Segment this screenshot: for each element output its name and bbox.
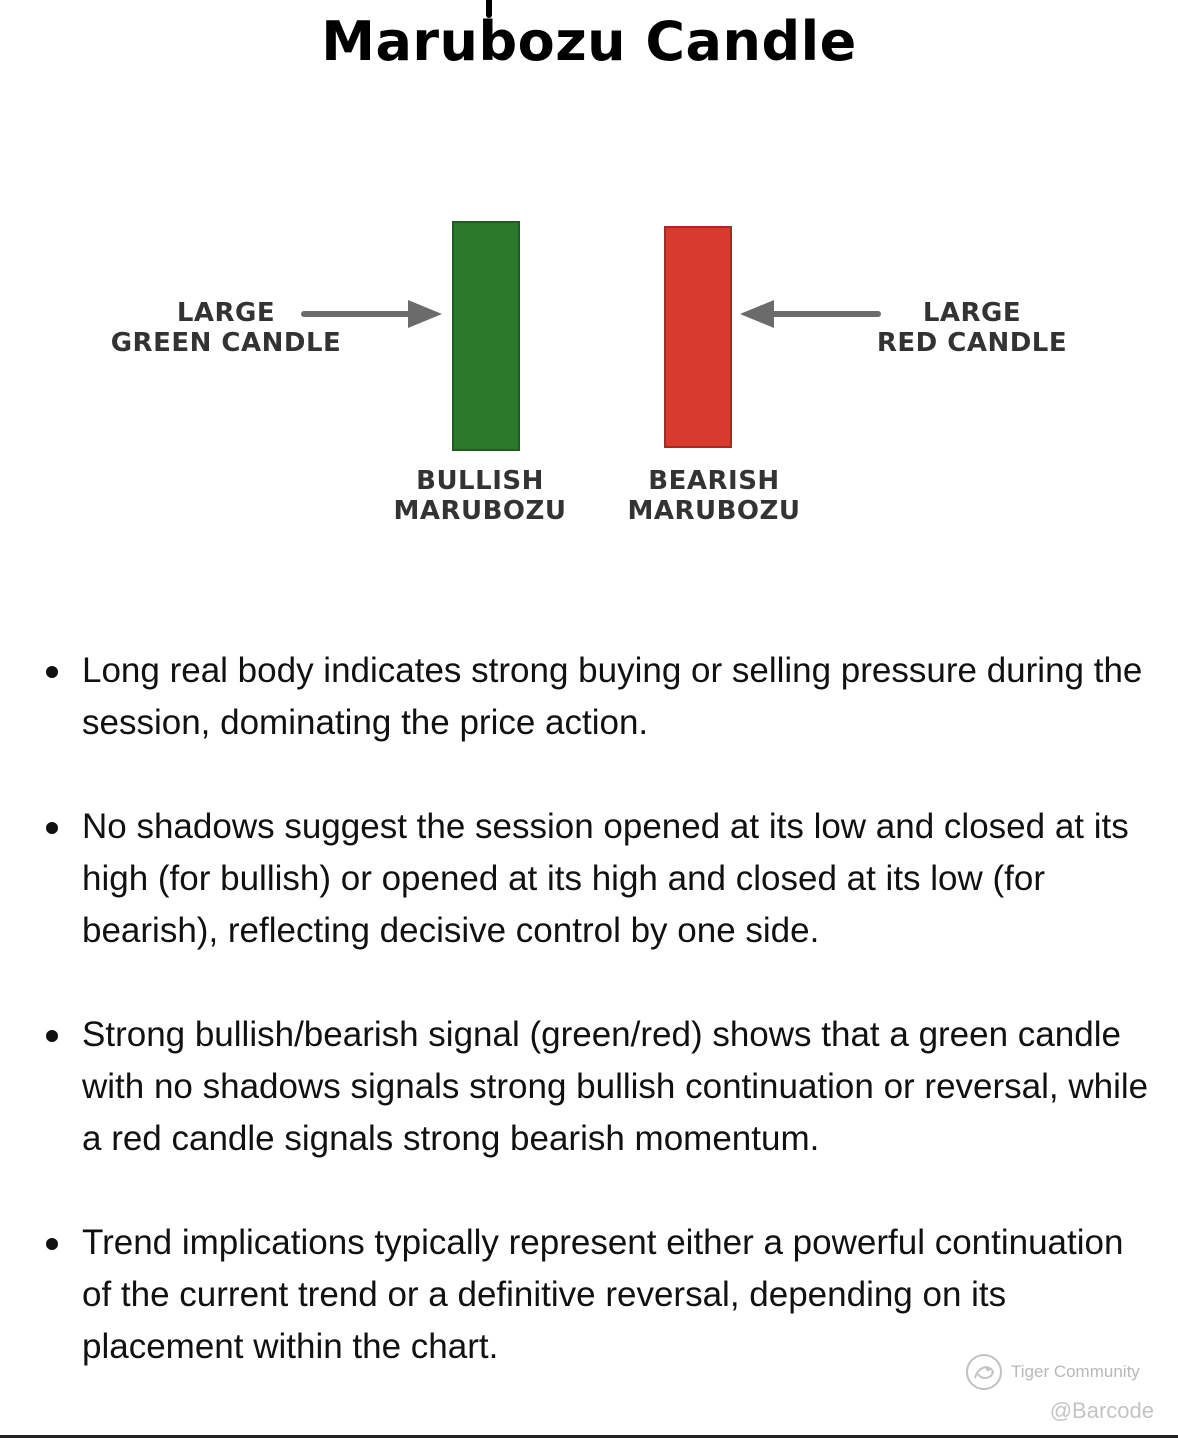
left-label-line-1: LARGE	[176, 298, 276, 328]
right-pointing-arrow-icon	[304, 300, 442, 328]
bullet-dot-icon	[46, 666, 58, 678]
list-item	[0, 1217, 1178, 1373]
page-title: Marubozu Candle	[321, 10, 857, 73]
list-item	[0, 645, 1178, 749]
arrows-svg	[0, 180, 1178, 560]
bullet-text: Strong bullish/bearish signal (green/red) shows that a green candle with no shadows signals strong bullish continuation or reversal, while a red candle signals strong bearish momentum.	[82, 1015, 1149, 1158]
bullet-text: Long real body indicates strong buying or selling pressure during the session, dominating the price action.	[82, 651, 1143, 742]
bearish-marubozu-label	[606, 466, 822, 526]
right-label-line-1: LARGE	[922, 298, 1022, 328]
tiger-logo-icon	[964, 1352, 1004, 1392]
bullish-label-line-2: MARUBOZU	[393, 496, 567, 526]
left-label-line-2: GREEN CANDLE	[110, 328, 342, 358]
marubozu-diagram	[0, 180, 1178, 560]
bullish-label-line-1: BULLISH	[416, 466, 544, 496]
bearish-label-line-1: BEARISH	[648, 466, 780, 496]
bullish-marubozu-candle	[452, 221, 520, 451]
bullet-dot-icon	[46, 1030, 58, 1042]
left-pointing-arrow-icon	[740, 300, 878, 328]
bearish-marubozu-candle	[664, 226, 732, 448]
watermark-handle: @Barcode	[1049, 1398, 1154, 1423]
bullet-dot-icon	[46, 1238, 58, 1250]
bullet-text: No shadows suggest the session opened at its low and closed at its high (for bullish) or opened at its high and closed at its low (for bearish), reflecting decisive control by one side.	[82, 807, 1129, 950]
bullet-text: Trend implications typically represent either a powerful continuation of the current trend or a definitive reversal, depending on its placement within the chart.	[82, 1223, 1124, 1366]
bullet-dot-icon	[46, 822, 58, 834]
bullish-marubozu-label	[372, 466, 588, 526]
list-item	[0, 1009, 1178, 1165]
watermark-brand: Tiger Community	[1011, 1362, 1140, 1381]
right-label-line-2: RED CANDLE	[876, 328, 1068, 358]
bearish-label-line-2: MARUBOZU	[627, 496, 801, 526]
list-item	[0, 801, 1178, 957]
bullet-list	[0, 645, 1178, 1425]
watermark	[964, 1352, 1154, 1432]
